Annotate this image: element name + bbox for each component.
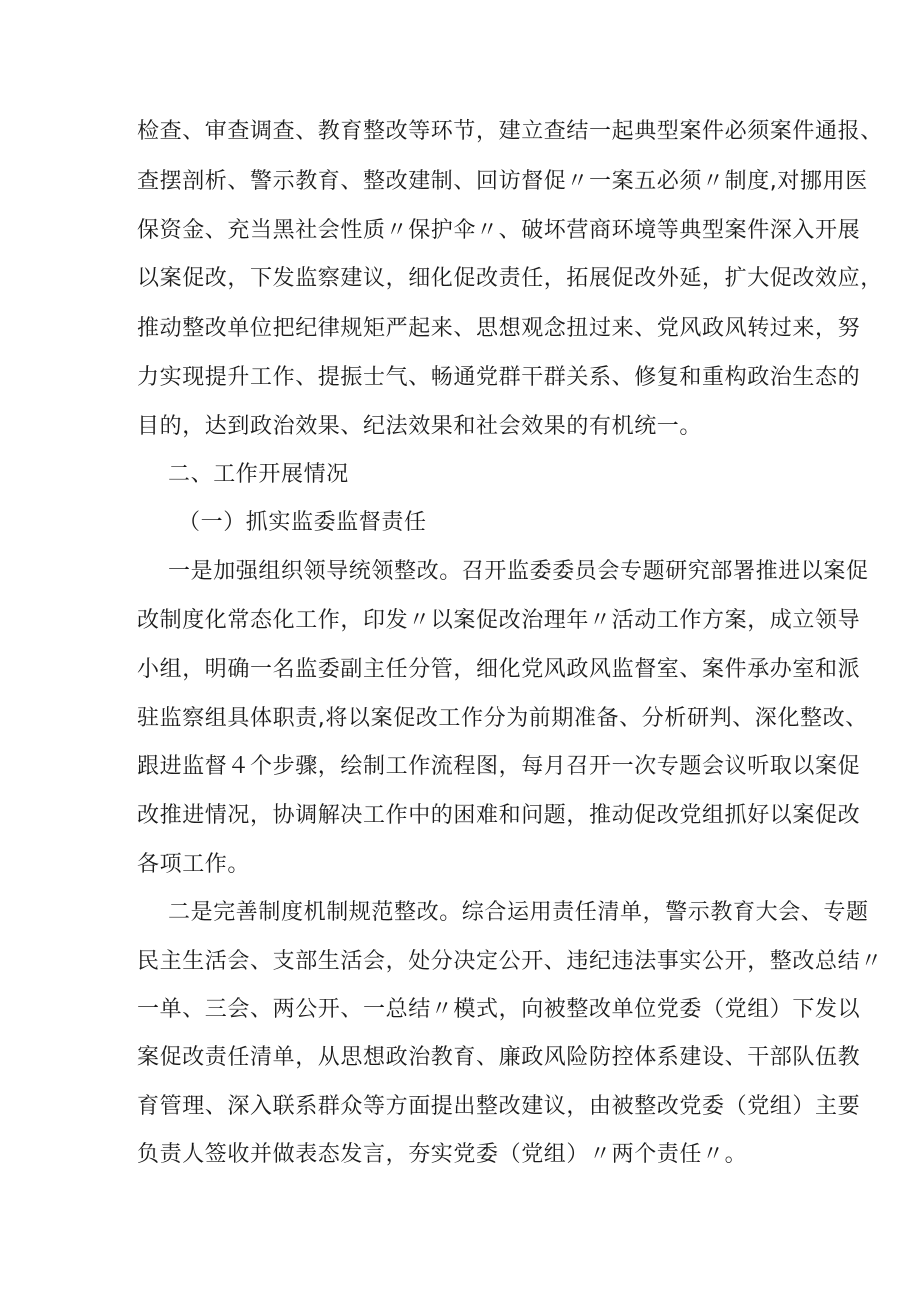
paragraph2-line-3: 一单、三会、两公开、一总结〃模式，向被整改单位党委（党组）下发以 bbox=[137, 997, 861, 1022]
paragraph2-line-4: 案促改责任清单，从思想政治教育、廉政风险防控体系建设、干部队伍教 bbox=[137, 1045, 861, 1070]
paragraph1-line-4: 驻监察组具体职责,将以案促改工作分为前期准备、分析研判、深化整改、 bbox=[137, 706, 868, 731]
intro-line-1: 检查、审查调查、教育整改等环节，建立查结一起典型案件必须案件通报、 bbox=[137, 119, 883, 144]
paragraph2-line-1: 二是完善制度机制规范整改。综合运用责任清单，警示教育大会、专题 bbox=[168, 900, 869, 925]
paragraph1-line-5: 跟进监督４个步骤，绘制工作流程图，每月召开一次专题会议听取以案促 bbox=[137, 754, 861, 779]
paragraph2-line-2: 民主生活会、支部生活会，处分决定公开、违纪违法事实公开，整改总结〃 bbox=[137, 949, 883, 974]
paragraph1-line-2: 改制度化常态化工作，印发〃以案促改治理年〃活动工作方案，成立领导 bbox=[137, 608, 861, 633]
paragraph1-line-3: 小组，明确一名监委副主任分管，细化党风政风监督室、案件承办室和派 bbox=[137, 657, 861, 682]
paragraph1-line-1: 一是加强组织领导统领整改。召开监委委员会专题研究部署推进以案促 bbox=[168, 559, 869, 584]
paragraph2-line-6: 负责人签收并做表态发言，夯实党委（党组）〃两个责任〃。 bbox=[137, 1142, 748, 1167]
paragraph2-line-5: 育管理、深入联系群众等方面提出整改建议，由被整改党委（党组）主要 bbox=[137, 1094, 861, 1119]
intro-line-4: 以案促改，下发监察建议，细化促改责任，拓展促改外延，扩大促改效应， bbox=[137, 266, 883, 291]
intro-line-2: 查摆剖析、警示教育、整改建制、回访督促〃一案五必须〃制度,对挪用医 bbox=[137, 169, 868, 194]
section-heading: 二、工作开展情况 bbox=[168, 462, 349, 487]
intro-line-6: 力实现提升工作、提振士气、畅通党群干群关系、修复和重构政治生态的 bbox=[137, 365, 861, 390]
intro-line-5: 推动整改单位把纪律规矩严起来、思想观念扭过来、党风政风转过来，努 bbox=[137, 316, 861, 341]
paragraph1-line-7: 各项工作。 bbox=[137, 852, 251, 877]
subsection-heading: （一）抓实监委监督责任 bbox=[178, 510, 427, 535]
intro-line-3: 保资金、充当黑社会性质〃保护伞〃、破坏营商环境等典型案件深入开展 bbox=[137, 218, 861, 243]
paragraph1-line-6: 改推进情况，协调解决工作中的困难和问题，推动促改党组抓好以案促改 bbox=[137, 803, 861, 828]
intro-line-7: 目的，达到政治效果、纪法效果和社会效果的有机统一。 bbox=[137, 414, 703, 439]
